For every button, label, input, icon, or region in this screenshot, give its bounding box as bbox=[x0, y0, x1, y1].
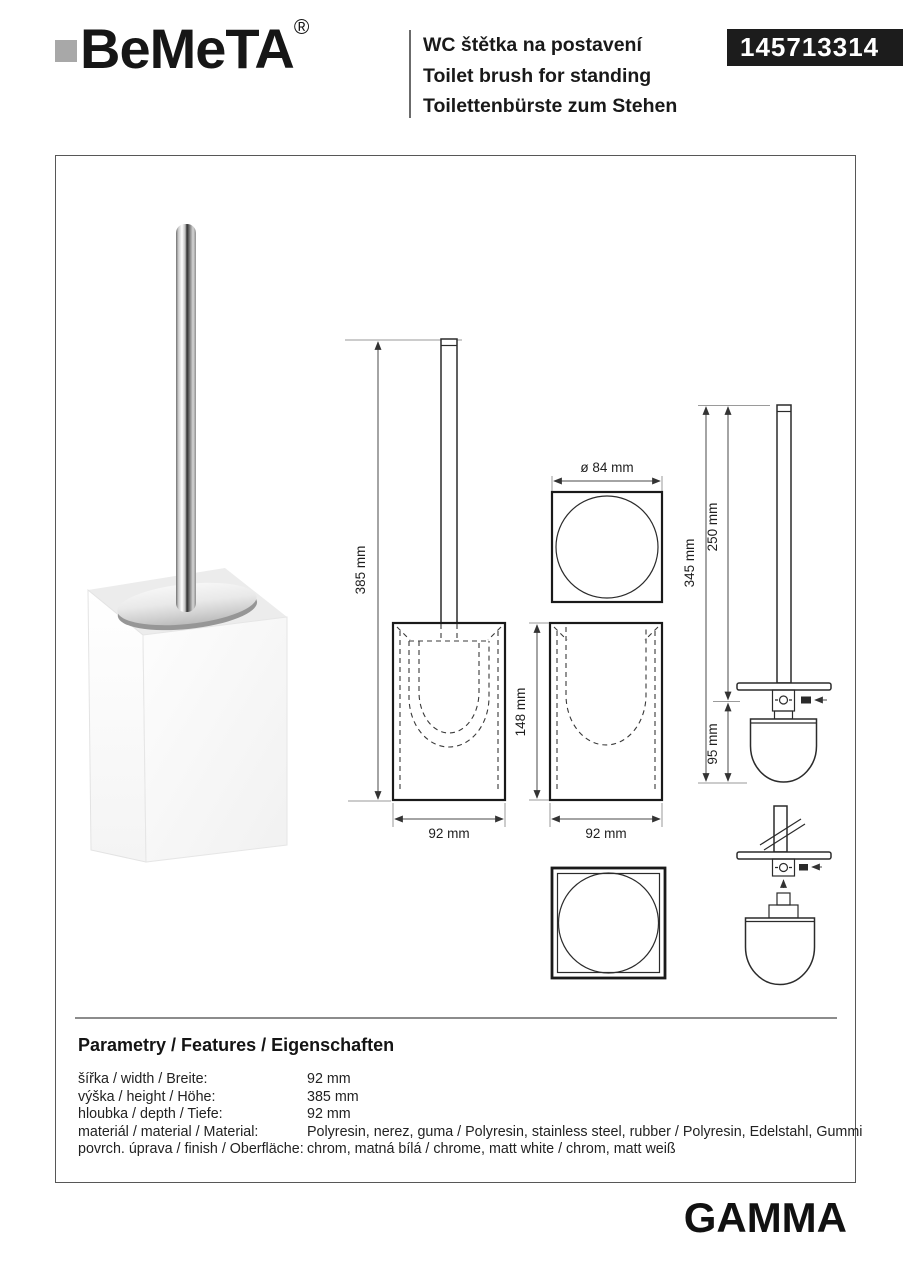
exploded-assembly-view bbox=[737, 806, 831, 985]
product-title-de: Toilettenbürste zum Stehen bbox=[423, 95, 678, 117]
product-title-en: Toilet brush for standing bbox=[423, 64, 652, 87]
dim-label-92-side: 92 mm bbox=[585, 826, 627, 841]
parameters-heading: Parametry / Features / Eigenschaften bbox=[78, 1035, 395, 1055]
param-value-width: 92 mm bbox=[307, 1071, 351, 1087]
header-divider bbox=[409, 30, 411, 118]
product-title-cs: WC štětka na postavení bbox=[423, 34, 642, 56]
param-label-finish: povrch. úprava / finish / Oberfläche: bbox=[78, 1141, 304, 1157]
param-value-height: 385 mm bbox=[307, 1088, 359, 1105]
dim-label-92-front: 92 mm bbox=[428, 826, 470, 841]
parameters-divider bbox=[75, 1017, 837, 1019]
dim-label-250: 250 mm bbox=[705, 502, 720, 552]
product-titles bbox=[423, 30, 677, 122]
series-name: GAMMA bbox=[683, 1194, 847, 1241]
technical-drawings bbox=[335, 330, 855, 1000]
container-front-view bbox=[513, 623, 662, 841]
param-label-depth: hloubka / depth / Tiefe: bbox=[78, 1106, 223, 1122]
param-value-finish: chrom, matná bílá / chrome, matt white / chrom, matt weiß bbox=[307, 1141, 676, 1157]
parameters-table bbox=[78, 1071, 863, 1159]
dim-label-345: 345 mm bbox=[682, 538, 697, 588]
chrome-handle-rod bbox=[176, 224, 196, 612]
product-code-badge: 145713314 bbox=[727, 29, 903, 66]
bottom-view bbox=[552, 868, 665, 978]
dim-label-385: 385 mm bbox=[353, 545, 368, 595]
dim-label-148: 148 mm bbox=[513, 687, 528, 737]
param-label-material: materiál / material / Material: bbox=[78, 1123, 259, 1140]
param-label-width: šířka / width / Breite: bbox=[78, 1071, 208, 1087]
brand-text: BeMeTA bbox=[80, 17, 294, 80]
logo-mark-square bbox=[55, 40, 77, 62]
brand-logo bbox=[80, 16, 309, 81]
product-photo bbox=[60, 210, 320, 880]
top-view bbox=[552, 460, 662, 602]
front-view-with-rod bbox=[345, 339, 505, 841]
registered-trademark-icon: ® bbox=[293, 16, 310, 39]
dim-label-95: 95 mm bbox=[705, 723, 720, 765]
box-front-face bbox=[143, 617, 287, 862]
param-value-material: Polyresin, nerez, guma / Polyresin, stainless steel, rubber / Polyresin, Edelstahl, Gummi bbox=[307, 1123, 863, 1140]
brush-side-view bbox=[682, 405, 831, 783]
box-left-face bbox=[88, 590, 146, 862]
dim-label-diameter: ø 84 mm bbox=[580, 460, 634, 475]
param-value-depth: 92 mm bbox=[307, 1106, 351, 1122]
param-label-height: výška / height / Höhe: bbox=[78, 1088, 216, 1105]
